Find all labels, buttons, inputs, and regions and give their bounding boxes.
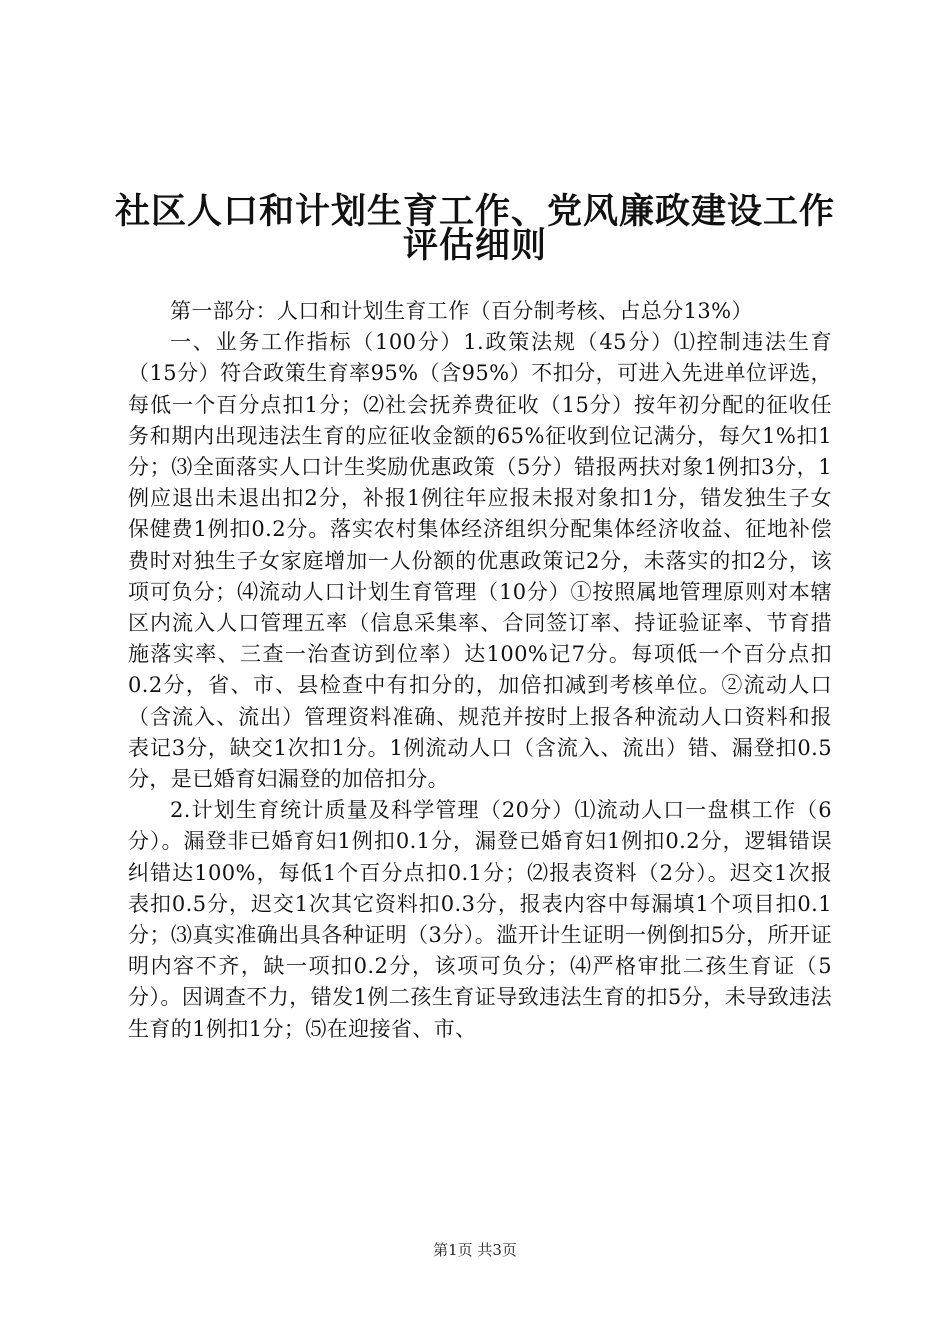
section-heading-paragraph: 第一部分：人口和计划生育工作（百分制考核、占总分13%） bbox=[170, 299, 753, 323]
page-number-footer: 第1页 共3页 bbox=[433, 1241, 517, 1259]
document-body bbox=[128, 296, 832, 1045]
statistics-quality-paragraph: 2.计划生育统计质量及科学管理（20分）⑴流动人口一盘棋工作（6分）。漏登非已婚育妇1例扣0.1分，漏登已婚育妇1例扣0.2分，逻辑错误纠错达100%，每低1个百分点扣0.1分；⑵报表资料（2分）。迟交1次报表扣0.5分，迟交1次其它资料扣0.3分，报表内容中每漏填1个项目扣0.1分；⑶真实准确出具各种证明（3分）。滥开计生证明一例倒扣5分，所开证明内容不齐，缺一项扣0.2分，该项可负分；⑷严格审批二孩生育证（5分）。因调查不力，错发1例二孩生育证导致违法生育的扣5分，未导致违法生育的1例扣1分；⑸在迎接省、市、 bbox=[128, 798, 832, 1041]
document-title-line-1: 社区人口和计划生育工作、党风廉政建设工作 bbox=[114, 191, 835, 232]
document-title-line-2: 评估细则 bbox=[402, 225, 547, 266]
business-indicators-paragraph: 一、业务工作指标（100分）1.政策法规（45分）⑴控制违法生育（15分）符合政策生育率95%（含95%）不扣分，可进入先进单位评选，每低一个百分点扣1分；⑵社会抚养费征收（15分）按年初分配的征收任务和期内出现违法生育的应征收金额的65%征收到位记满分，每欠1%扣1分；⑶全面落实人口计生奖励优惠政策（5分）错报两扶对象1例扣3分，1例应退出未退出扣2分，补报1例往年应报未报对象扣1分，错发独生子女保健费1例扣0.2分。落实农村集体经济组织分配集体经济收益、征地补偿费时对独生子女家庭增加一人份额的优惠政策记2分，未落实的扣2分，该项可负分；⑷流动人口计划生育管理（10分）①按照属地管理原则对本辖区内流入人口管理五率（信息采集率、合同签订率、持证验证率、节育措施落实率、三查一治查访到位率）达100%记7分。每项低一个百分点扣0.2分，省、市、县检查中有扣分的，加倍扣减到考核单位。②流动人口（含流入、流出）管理资料准确、规范并按时上报各种流动人口资料和报表记3分，缺交1次扣1分。1例流动人口（含流入、流出）错、漏登扣0.5分，是已婚育妇漏登的加倍扣分。 bbox=[128, 330, 832, 792]
